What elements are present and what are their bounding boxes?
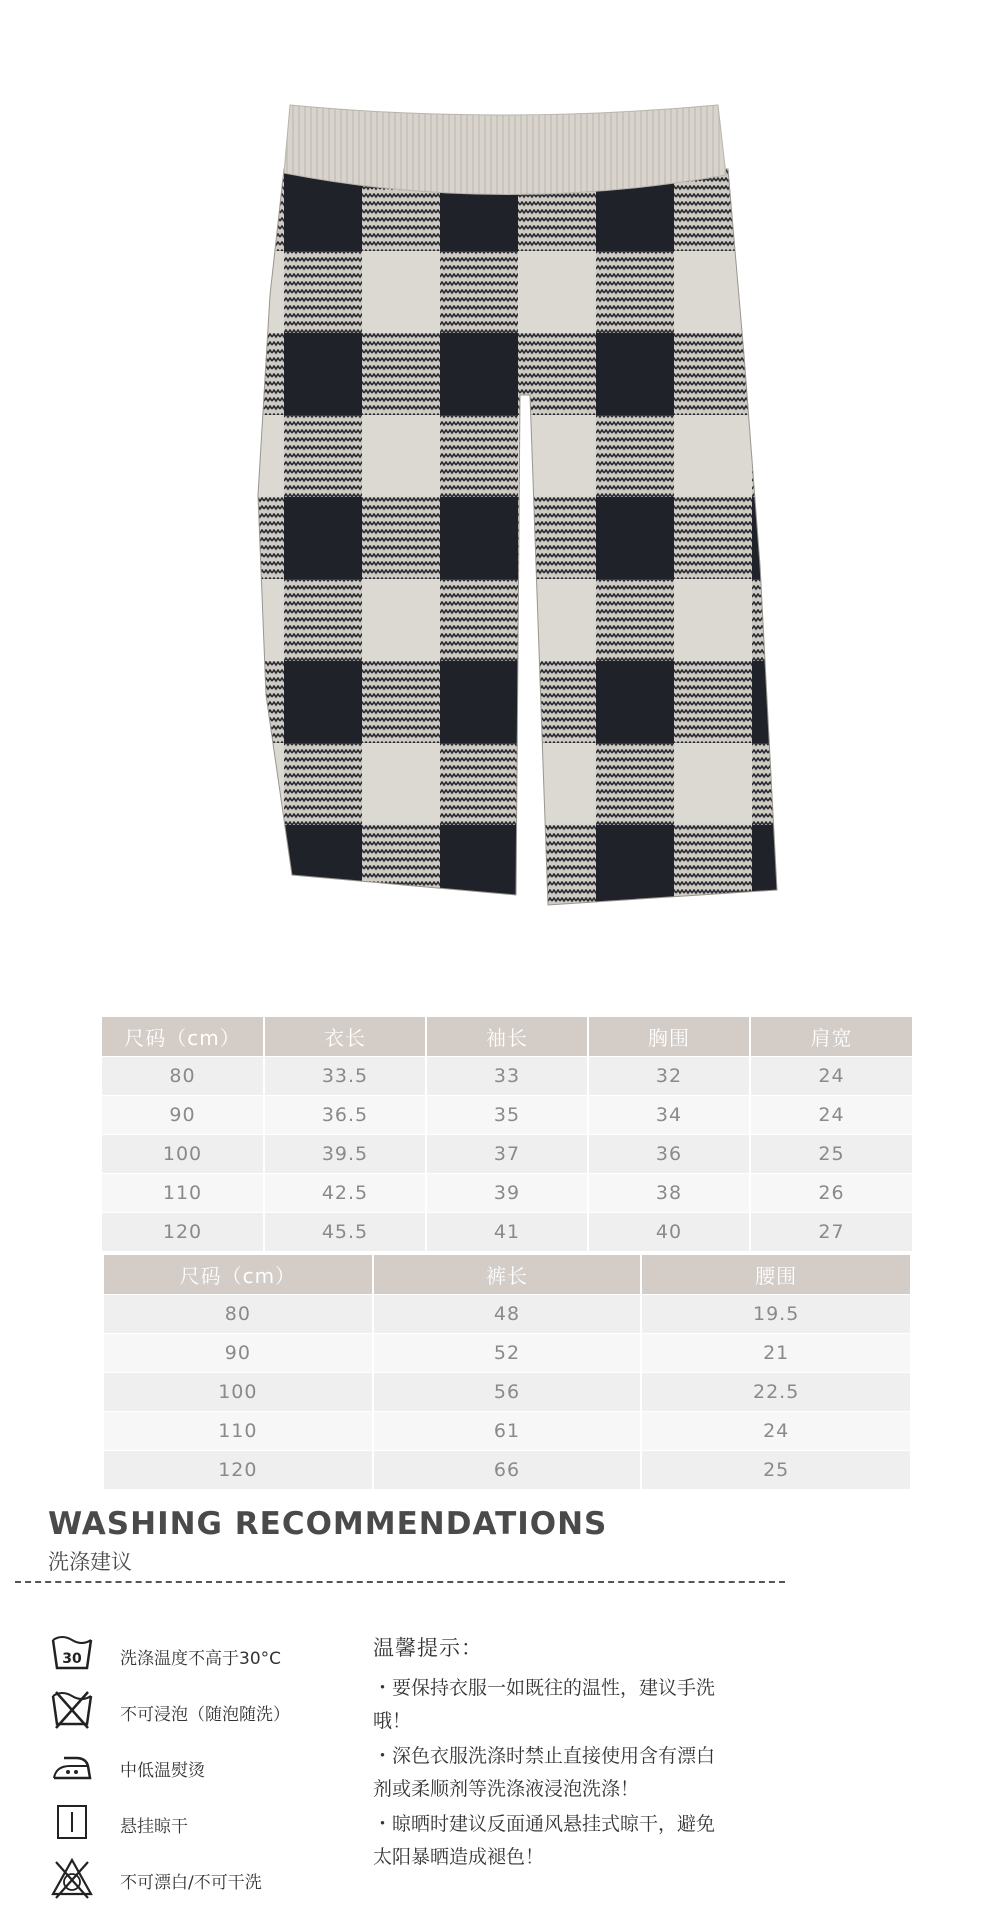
- no-bleach-no-dryclean-icon: [50, 1856, 94, 1900]
- table-header: 腰围: [641, 1255, 910, 1294]
- care-item: [50, 1632, 390, 1682]
- table-cell: 19.5: [641, 1294, 910, 1333]
- table-cell: 36.5: [264, 1095, 426, 1134]
- tips-title: 温馨提示：: [373, 1636, 483, 1660]
- table-row: [104, 1294, 910, 1333]
- table-cell: 24: [641, 1411, 910, 1450]
- table-cell: 45.5: [264, 1212, 426, 1251]
- table-cell: 32: [588, 1056, 750, 1095]
- table-header: 尺码（cm）: [104, 1255, 373, 1294]
- table-cell: 66: [373, 1450, 642, 1489]
- care-item: [50, 1800, 390, 1850]
- table-row: [102, 1095, 912, 1134]
- size-table-top: [102, 1017, 912, 1251]
- table-header: 裤长: [373, 1255, 642, 1294]
- table-row: [104, 1411, 910, 1450]
- table-cell: 26: [750, 1173, 912, 1212]
- table-cell: 33: [426, 1056, 588, 1095]
- table-cell: 34: [588, 1095, 750, 1134]
- iron-low-icon: [50, 1744, 94, 1788]
- tip-text: ・晾晒时建议反面通风悬挂式晾干，避免太阳暴晒造成褪色！: [373, 1813, 716, 1868]
- table-row: [104, 1450, 910, 1489]
- product-image: [200, 95, 800, 925]
- table-cell: 22.5: [641, 1372, 910, 1411]
- no-soak-icon: [50, 1688, 94, 1732]
- table-cell: 24: [750, 1056, 912, 1095]
- care-label: 不可浸泡（随泡随洗）: [120, 1705, 290, 1725]
- table-cell: 61: [373, 1411, 642, 1450]
- table-header: 胸围: [588, 1017, 750, 1056]
- table-cell: 56: [373, 1372, 642, 1411]
- table-cell: 24: [750, 1095, 912, 1134]
- table-header-row: [102, 1017, 912, 1056]
- table-row: [104, 1333, 910, 1372]
- table-cell: 38: [588, 1173, 750, 1212]
- size-table-bottom: [104, 1255, 910, 1489]
- washing-title: WASHING RECOMMENDATIONS: [48, 1506, 608, 1542]
- table-cell: 80: [104, 1294, 373, 1333]
- table-cell: 41: [426, 1212, 588, 1251]
- table-cell: 33.5: [264, 1056, 426, 1095]
- table-cell: 100: [102, 1134, 264, 1173]
- care-label: 洗涤温度不高于30°C: [120, 1649, 282, 1669]
- care-label: 不可漂白/不可干洗: [120, 1873, 262, 1893]
- table-cell: 36: [588, 1134, 750, 1173]
- table-row: [102, 1134, 912, 1173]
- table-cell: 120: [104, 1450, 373, 1489]
- table-cell: 110: [104, 1411, 373, 1450]
- tip-text: ・深色衣服洗涤时禁止直接使用含有漂白剂或柔顺剂等洗涤液浸泡洗涤！: [373, 1745, 716, 1800]
- table-header: 肩宽: [750, 1017, 912, 1056]
- table-cell: 37: [426, 1134, 588, 1173]
- hang-dry-icon: [50, 1800, 94, 1844]
- table-cell: 100: [104, 1372, 373, 1411]
- table-cell: 21: [641, 1333, 910, 1372]
- svg-text:30: 30: [62, 1651, 82, 1667]
- table-cell: 40: [588, 1212, 750, 1251]
- table-cell: 35: [426, 1095, 588, 1134]
- table-cell: 25: [750, 1134, 912, 1173]
- care-label: 中低温熨烫: [120, 1761, 205, 1781]
- table-cell: 42.5: [264, 1173, 426, 1212]
- table-cell: 120: [102, 1212, 264, 1251]
- table-header: 衣长: [264, 1017, 426, 1056]
- table-header: 尺码（cm）: [102, 1017, 264, 1056]
- table-row: [102, 1212, 912, 1251]
- table-header-row: [104, 1255, 910, 1294]
- table-row: [102, 1056, 912, 1095]
- washing-subtitle: 洗涤建议: [48, 1550, 132, 1574]
- care-item: [50, 1856, 390, 1906]
- table-cell: 90: [104, 1333, 373, 1372]
- table-cell: 52: [373, 1333, 642, 1372]
- table-cell: 39: [426, 1173, 588, 1212]
- care-item: [50, 1688, 390, 1738]
- table-row: [104, 1372, 910, 1411]
- table-cell: 27: [750, 1212, 912, 1251]
- table-cell: 25: [641, 1450, 910, 1489]
- tip-text: ・要保持衣服一如既往的温性，建议手洗哦！: [373, 1677, 716, 1732]
- care-label: 悬挂晾干: [120, 1817, 188, 1837]
- table-row: [102, 1173, 912, 1212]
- table-cell: 39.5: [264, 1134, 426, 1173]
- table-cell: 110: [102, 1173, 264, 1212]
- tips-panel: [373, 1632, 723, 1876]
- table-header: 袖长: [426, 1017, 588, 1056]
- table-cell: 80: [102, 1056, 264, 1095]
- care-item: [50, 1744, 390, 1794]
- dashed-divider: [15, 1581, 785, 1583]
- wash-30-icon: [50, 1632, 94, 1676]
- table-cell: 48: [373, 1294, 642, 1333]
- table-cell: 90: [102, 1095, 264, 1134]
